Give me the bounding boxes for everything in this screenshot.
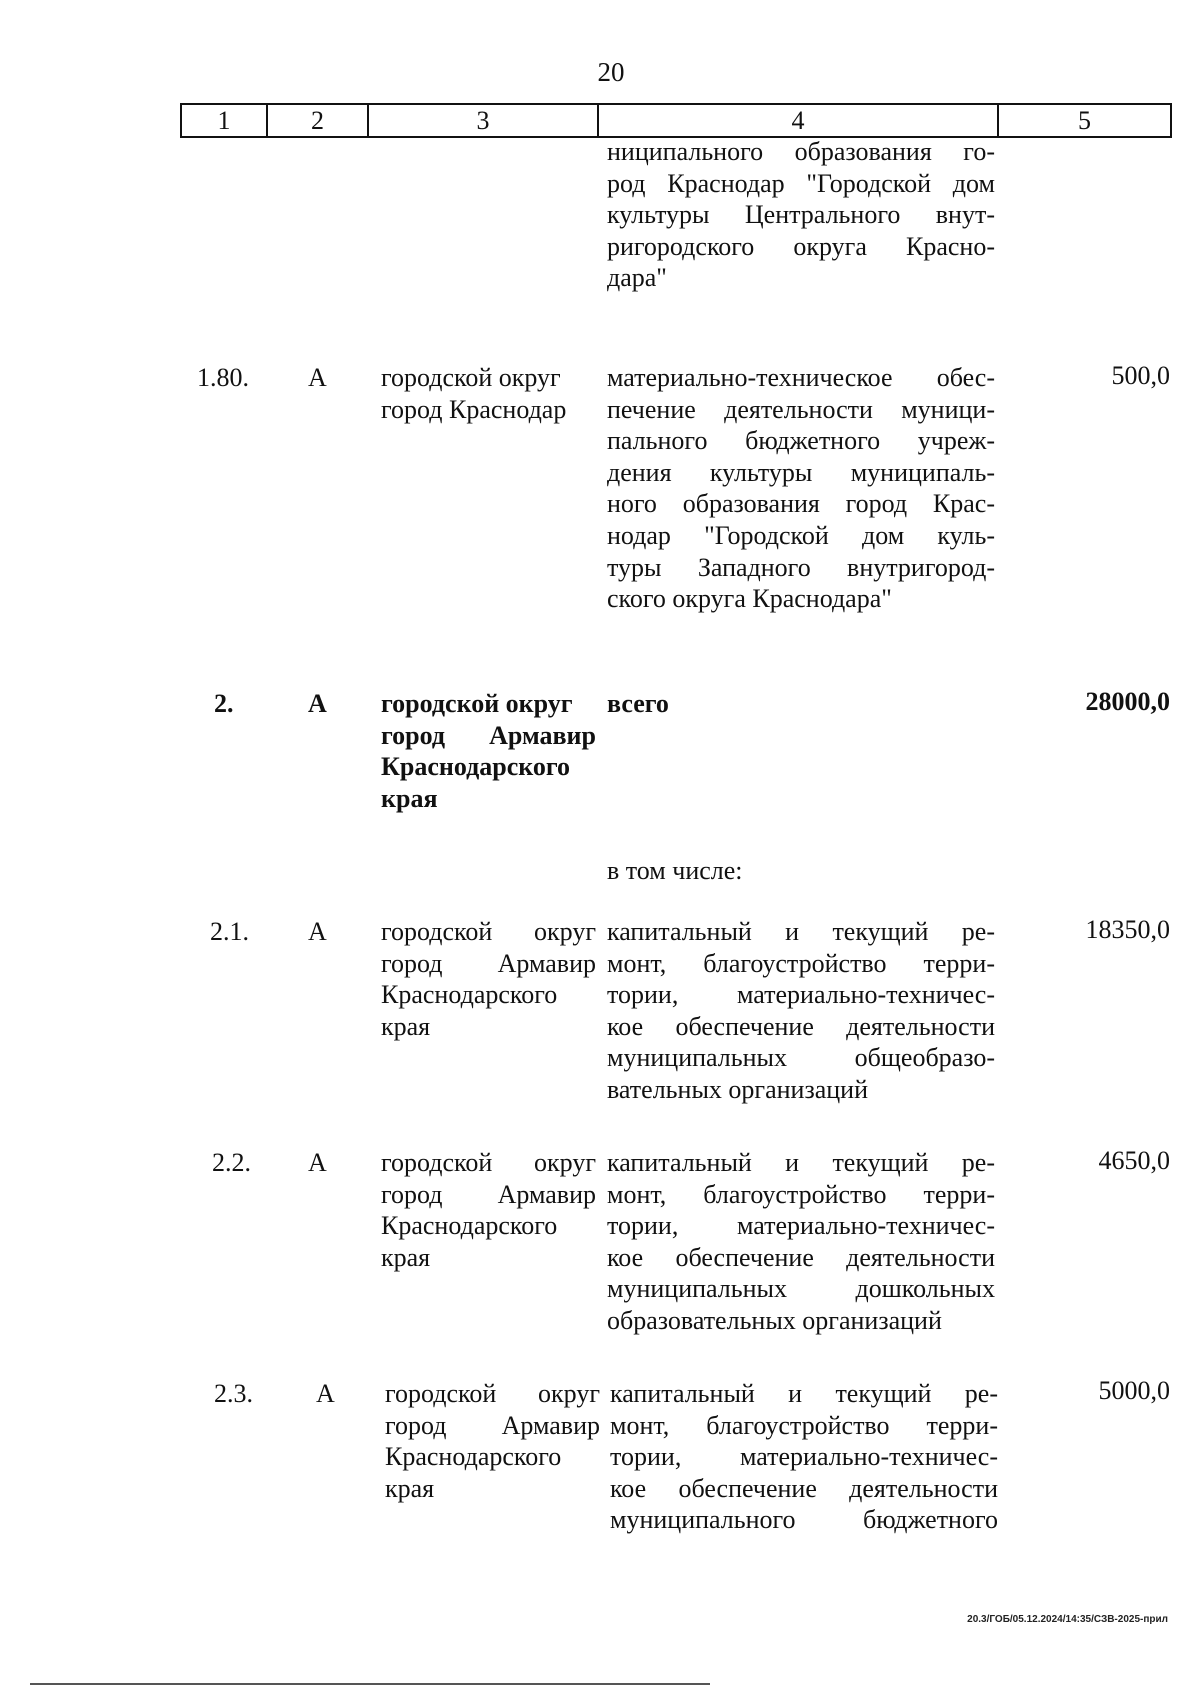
- desc-line: кое обеспечение деятельности: [610, 1473, 998, 1503]
- desc-line: дара": [607, 263, 667, 293]
- recipient-line: городской округ: [385, 1379, 600, 1408]
- desc-line: всего: [607, 689, 669, 718]
- row-recipient: [381, 362, 596, 425]
- recipient-line: края: [381, 1011, 431, 1041]
- recipient-line: город Армавир: [381, 720, 596, 750]
- desc-line: ригородского округа Красно-: [607, 231, 995, 261]
- desc-line: муниципальных общеобразо-: [607, 1043, 995, 1073]
- row-class: А: [308, 1148, 327, 1177]
- row-description: [607, 688, 995, 720]
- recipient-line: городской округ: [381, 363, 561, 392]
- desc-line: муниципального бюджетного: [610, 1505, 998, 1535]
- recipient-line: город Краснодар: [381, 394, 567, 424]
- row-description: [607, 1147, 995, 1337]
- desc-line: ского округа Краснодара": [607, 584, 892, 614]
- row-recipient: [381, 916, 596, 1042]
- continuation-description: [607, 136, 995, 294]
- row-class: А: [308, 917, 327, 946]
- desc-line: культуры Центрального внут-: [607, 200, 995, 230]
- recipient-line: город Армавир: [385, 1410, 600, 1440]
- desc-line: кое обеспечение деятельности: [607, 1011, 995, 1041]
- desc-line: дения культуры муниципаль-: [607, 457, 995, 487]
- recipient-line: город Армавир: [381, 948, 596, 978]
- recipient-line: края: [381, 783, 438, 813]
- header-col-1: 1: [182, 105, 268, 136]
- row-description: [607, 362, 995, 615]
- row-amount: 4650,0: [1098, 1146, 1170, 1175]
- desc-line: нодар "Городской дом куль-: [607, 520, 995, 550]
- desc-line: тории, материально-техничес-: [607, 980, 995, 1010]
- row-number: 2.: [214, 689, 234, 718]
- desc-line: ного образования город Крас-: [607, 489, 995, 519]
- desc-line: тории, материально-техничес-: [610, 1442, 998, 1472]
- header-col-2: 2: [268, 105, 369, 136]
- row-number: 2.2.: [212, 1148, 251, 1177]
- recipient-line: Краснодарского: [381, 752, 571, 782]
- desc-line: монт, благоустройство терри-: [607, 948, 995, 978]
- recipient-line: город Армавир: [381, 1179, 596, 1209]
- row-amount: 5000,0: [1098, 1376, 1170, 1405]
- recipient-line: городской округ: [381, 689, 573, 718]
- row-amount: 18350,0: [1085, 915, 1170, 944]
- header-col-4: 4: [599, 105, 999, 136]
- row-number: 1.80.: [197, 363, 249, 392]
- row-recipient: [381, 688, 596, 814]
- row-number: 2.3.: [214, 1379, 253, 1408]
- desc-line: капитальный и текущий ре-: [607, 917, 995, 946]
- recipient-line: края: [381, 1242, 431, 1272]
- row-description: [607, 916, 995, 1106]
- header-col-5: 5: [1078, 106, 1091, 135]
- desc-line: ниципального образования го-: [607, 137, 995, 166]
- desc-line: кое обеспечение деятельности: [607, 1242, 995, 1272]
- recipient-line: городской округ: [381, 917, 596, 946]
- desc-line: вательных организаций: [607, 1074, 869, 1104]
- desc-line: монт, благоустройство терри-: [610, 1410, 998, 1440]
- row-class: А: [308, 363, 327, 392]
- desc-line: образовательных организаций: [607, 1305, 942, 1335]
- row-amount: 28000,0: [1085, 687, 1170, 716]
- desc-line: род Краснодар "Городской дом: [607, 168, 995, 198]
- desc-line: туры Западного внутригород-: [607, 552, 995, 582]
- page-number: 20: [597, 57, 625, 87]
- row-class: А: [316, 1379, 335, 1408]
- row-class: А: [308, 689, 327, 718]
- table-header: [180, 103, 1172, 138]
- row-recipient: [381, 1147, 596, 1273]
- desc-line: пального бюджетного учреж-: [607, 426, 995, 456]
- row-amount: 500,0: [1111, 361, 1170, 390]
- scan-edge-line: [30, 1683, 710, 1685]
- row-note: в том числе:: [607, 856, 743, 885]
- recipient-line: Краснодарского: [381, 980, 558, 1010]
- desc-line: материально-техническое обес-: [607, 363, 995, 392]
- desc-line: капитальный и текущий ре-: [610, 1379, 998, 1408]
- desc-line: капитальный и текущий ре-: [607, 1148, 995, 1177]
- desc-line: печение деятельности муници-: [607, 394, 995, 424]
- footer-document-code: 20.3/ГОБ/05.12.2024/14:35/СЗВ-2025-прил: [967, 1614, 1168, 1625]
- recipient-line: городской округ: [381, 1148, 596, 1177]
- row-number: 2.1.: [210, 917, 249, 946]
- recipient-line: Краснодарского: [381, 1211, 558, 1241]
- desc-line: тории, материально-техничес-: [607, 1211, 995, 1241]
- row-description: [610, 1378, 998, 1536]
- recipient-line: Краснодарского: [385, 1442, 562, 1472]
- desc-line: монт, благоустройство терри-: [607, 1179, 995, 1209]
- row-recipient: [385, 1378, 600, 1504]
- recipient-line: края: [385, 1473, 435, 1503]
- desc-line: муниципальных дошкольных: [607, 1274, 995, 1304]
- header-col-3: 3: [369, 105, 599, 136]
